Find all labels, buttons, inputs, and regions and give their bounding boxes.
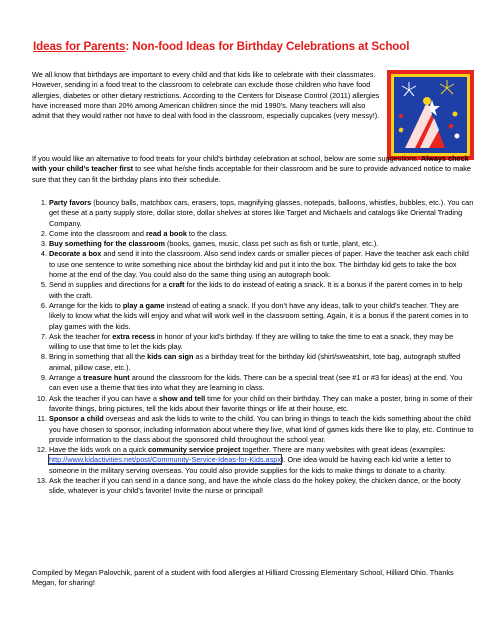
list-item <box>34 394 474 415</box>
item-number: 3. <box>40 239 47 249</box>
item-text: instead of eating a snack. If you don’t have any ideas, talk to your child’s teacher. They are likely to know what the kids will enjoy and what will work well in the classroom setting. Again, it is a bonus if the parent comes in to play games with the kids. <box>49 300 469 331</box>
item-text: around the classroom for the kids. There can be a special treat (see #1 or #3 for ideas) at the end. You can even use a theme that ties into what they are learning in class. <box>49 373 463 393</box>
item-number: 11. <box>37 414 47 424</box>
item-highlight: read a book <box>145 228 187 238</box>
item-highlight: play a game <box>122 300 165 310</box>
item-text: in honor of your kid’s birthday. If they are willing to take the time to eat a snack, they may be willing to use that time to let the kids play. <box>49 331 454 352</box>
item-text: Ask the teacher if you can have a <box>49 393 159 403</box>
item-highlight: craft <box>168 280 185 290</box>
item-text: Arrange for the kids to <box>49 300 123 310</box>
item-number: 2. <box>40 228 47 238</box>
community-service-link[interactable]: http://www.kidactivities.net/post/Community-Service-Ideas-for-Kids.aspx <box>49 455 281 465</box>
item-text: overseas and ask the kids to write to the child. You can bring in things to teach the kids something about the child you have chosen to sponsor, including information about where they live, what kind of games kids there like to play, etc. Continue to provide information to the class about the sponsored child throughout the school year. <box>49 414 474 444</box>
item-highlight: extra recess <box>112 331 155 341</box>
item-text: Arrange a <box>49 373 84 383</box>
item-number: 8. <box>40 352 47 362</box>
item-text: Bring in something that all the <box>49 352 148 362</box>
item-highlight: kids can sign <box>147 352 194 362</box>
item-text: (bouncy balls, matchbox cars, erasers, tops, magnifying glasses, notepads, balloons, whistles, bubbles, etc.). You can get these at a party supply store, dollar store, dollar shelves at stores like Target and Michaels and catalogs like Oriental Trading Company. <box>49 198 474 228</box>
item-number: 9. <box>40 373 47 383</box>
item-text: Ask the teacher for <box>49 331 113 341</box>
item-number: 6. <box>40 300 47 310</box>
item-text: (books, games, music, class pet such as fish or turtle, plant, etc.). <box>164 239 379 249</box>
list-item <box>34 373 474 394</box>
list-item <box>34 249 474 280</box>
item-highlight: Party favors <box>49 198 92 207</box>
item-text: together. There are many websites with great ideas (examples: <box>240 445 446 455</box>
item-text: as a birthday treat for the birthday kid (shirt/sweatshirt, tote bag, autograph stuffed animal, pillow case, etc.). <box>49 352 461 372</box>
item-text: Ask the teacher if you can send in a dance song, and have the whole class do the hokey pokey, the chicken dance, or the booty slide, whatever is your child’s favorite! Invite the nurse or principal! <box>49 476 461 496</box>
item-highlight: Sponsor a child <box>49 414 104 424</box>
item-number: 13. <box>36 476 47 486</box>
title-lead: Ideas for Parents <box>33 40 126 53</box>
ideas-list <box>34 198 474 497</box>
list-item <box>34 352 474 373</box>
guidance-after: to see what he/she finds acceptable for their classroom and be sure to provide advanced notice to make sure that they can fit the birthday plans into their schedule. <box>32 164 471 184</box>
item-text: time for your child on their birthday. They can make a poster, bring in some of their favorite things, bring pictures, tell the kids about their favorite things or life at their house, etc. <box>49 393 473 413</box>
list-item <box>34 332 474 353</box>
item-text: Come into the classroom and <box>49 228 146 238</box>
list-item <box>34 229 474 239</box>
item-number: 1. <box>40 198 47 207</box>
item-text: and send it into the classroom. Also send index cards or smaller pieces of paper. Have the teacher ask each child to use one sentence to write something nice about the birthday kid and put it into the box. The birthday kid gets to take the box home at the end of the day. You could also do the same thing using an autograph book. <box>49 249 469 280</box>
item-highlight: treasure hunt <box>83 373 130 383</box>
birthday-party-clipart <box>387 70 474 160</box>
item-highlight: Decorate a box <box>49 249 102 259</box>
list-item <box>34 414 474 445</box>
item-text: Send in supplies and directions for a <box>49 280 169 290</box>
list-item <box>34 239 474 249</box>
item-text: to the class. <box>186 228 228 238</box>
page-title <box>33 40 473 53</box>
guidance-before: If you would like an alternative to food treats for your child’s birthday celebration at school, below are some suggestions. <box>32 154 421 163</box>
list-item <box>34 445 474 476</box>
list-item <box>34 301 474 332</box>
item-number: 5. <box>40 280 47 290</box>
item-highlight: Buy something for the classroom <box>49 239 165 249</box>
list-item <box>34 280 474 301</box>
item-number: 7. <box>40 331 47 341</box>
list-item <box>34 198 474 229</box>
guidance-emphasis: Always check with your child’s teacher first <box>32 154 469 174</box>
item-text: ). One idea would be having each kid write a letter to someone in the military serving overseas. You could also provide supplies for the kids to make things to donate to a charity. <box>49 455 451 475</box>
title-rest: : Non-food Ideas for Birthday Celebrations at School <box>125 40 410 53</box>
list-item <box>34 476 474 497</box>
intro-paragraph: We all know that birthdays are important to every child and that kids like to celebrate with their classmates. However, sending in a food treat to the classroom to celebrate can exclude those children who have food allergies, diabetes or other dietary restrictions. According to the Centers for Disease Control (2011) allergies have increased more than 20% among American children since the mid 1990’s. Many teachers will also admit that they would rather not have to deal with food in the classroom, especially cupcakes (very messy!). <box>32 70 380 121</box>
item-highlight: show and tell <box>158 393 206 403</box>
credits-footer: Compiled by Megan Palovchik, parent of a student with food allergies at Hilliard Crossing Elementary School, Hilliard Ohio. Thanks Megan, for sharing! <box>32 568 454 588</box>
guidance-paragraph <box>32 154 472 185</box>
item-number: 12. <box>36 445 47 455</box>
item-number: 10. <box>36 393 47 403</box>
item-text: for the kids to do instead of eating a snack. It is a bonus if the parent comes in to help with the craft. <box>49 280 463 300</box>
item-text: Have the kids work on a quick <box>49 445 148 455</box>
item-highlight: community service project <box>147 445 241 455</box>
item-number: 4. <box>40 249 47 259</box>
